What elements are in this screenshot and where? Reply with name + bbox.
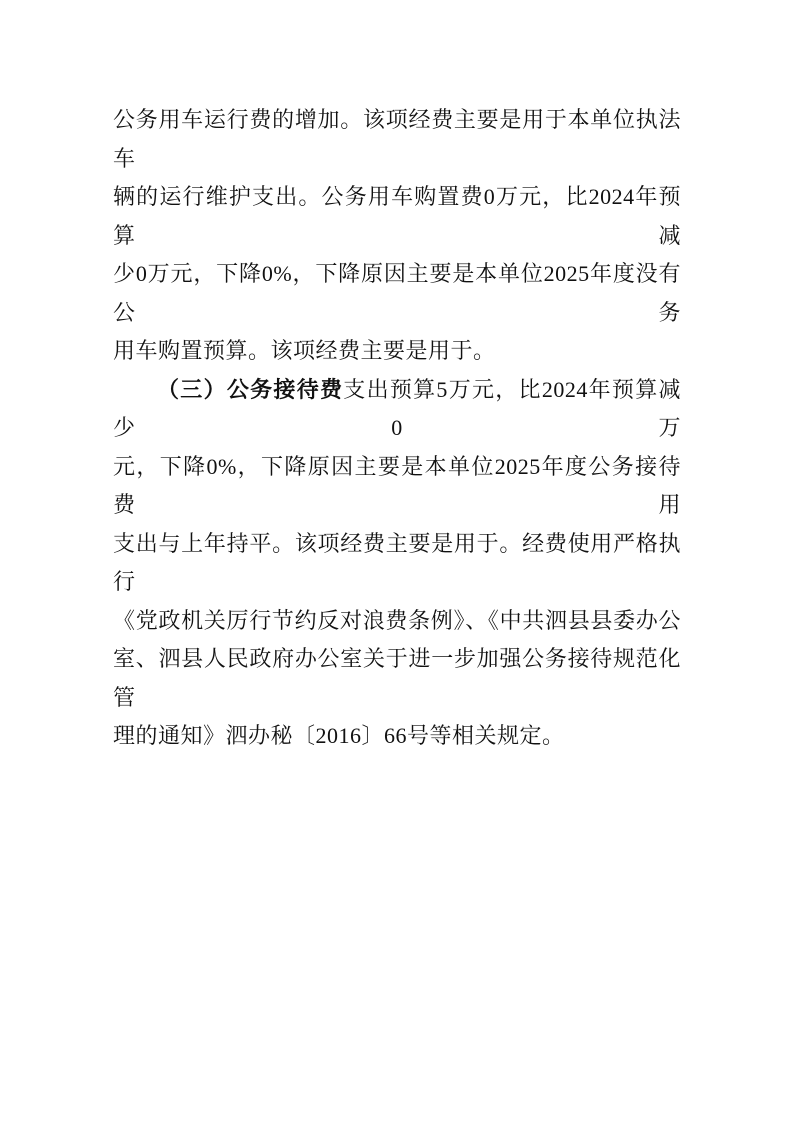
paragraph-reception-budget — [113, 371, 681, 756]
paragraph-vehicle-budget — [113, 101, 681, 371]
text-line: 元，下降0%，下降原因主要是本单位2025年度公务接待费用 — [113, 453, 681, 517]
text-line — [113, 371, 681, 448]
text-span: 支出预算5万元，比2024年预算减少0万 — [113, 376, 681, 440]
text-line: 用车购置预算。该项经费主要是用于。 — [113, 338, 496, 363]
text-line: 《党政机关厉行节约反对浪费条例》、《中共泗县县委办公 — [113, 607, 681, 633]
text-line: 室、泗县人民政府办公室关于进一步加强公务接待规范化管 — [113, 646, 681, 710]
text-line: 理的通知》泗办秘〔2016〕66号等相关规定。 — [113, 723, 565, 748]
text-line: 公务用车运行费的增加。该项经费主要是用于本单位执法车 — [113, 107, 681, 171]
text-line: 少0万元，下降0%，下降原因主要是本单位2025年度没有公务 — [113, 261, 681, 325]
text-line: 支出与上年持平。该项经费主要是用于。经费使用严格执行 — [113, 530, 681, 594]
text-line: 辆的运行维护支出。公务用车购置费0万元，比2024年预算减 — [113, 184, 681, 248]
budget-text-block — [113, 101, 681, 756]
reception-heading: （三）公务接待费 — [157, 376, 344, 402]
